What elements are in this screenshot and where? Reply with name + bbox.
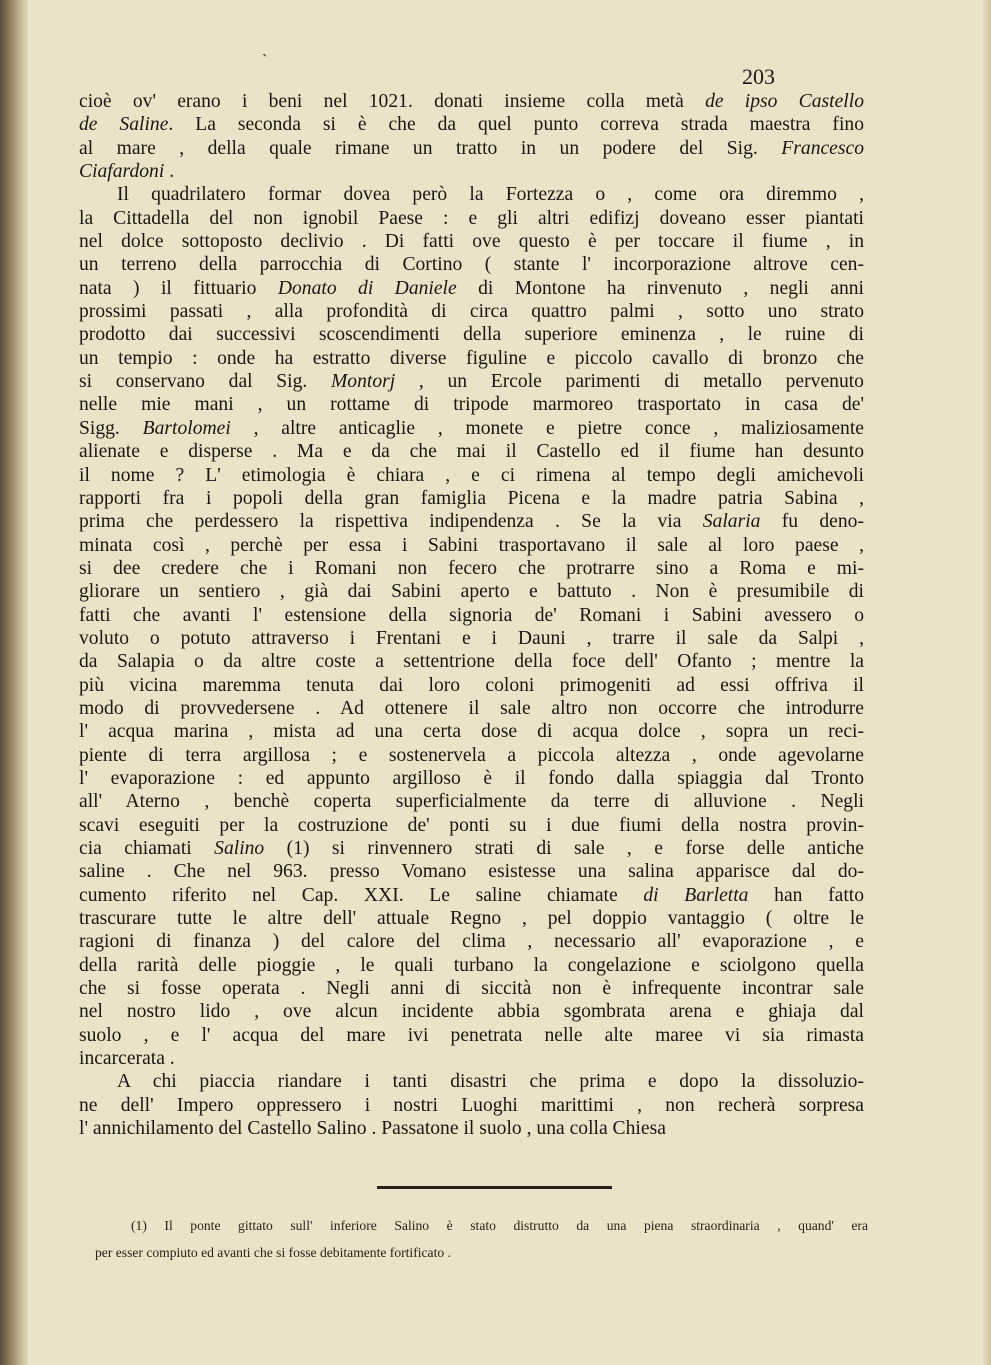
text-line [79,183,864,206]
text-run: fatti che avanti l' estensione della signoria de' Romani i Sabini avessero o [79,604,864,626]
text-run: rapporti fra i popoli della gran famiglia Picena e la madre patria Sabina , [79,487,864,509]
text-run: ragioni di finanza ) del calore del clima , necessario all' evaporazione , e [79,931,864,953]
text-run: al mare , della quale rimane un tratto in un podere del Sig. [79,137,782,159]
text-run: nel dolce sottoposto declivio . Di fatti ove questo è per toccare il fiume , in [79,231,864,253]
text-run: il nome ? L' etimologia è chiara , e ci rimena al tempo degli amichevoli [79,464,864,486]
text-run: . [164,161,175,183]
text-line [79,113,864,136]
text-line [79,604,864,627]
text-run: A chi piaccia riandare i tanti disastri che prima e dopo la dissoluzio- [117,1071,864,1093]
text-run: da Salapia o da altre coste a settentrione della foce dell' Ofanto ; mentre la [79,651,864,673]
footnote-line: per esser compiuto ed avanti che si fosse debitamente fortificato . [95,1245,451,1260]
text-run: più vicina maremma tenuta dai loro coloni primogeniti ad essi offriva il [79,674,864,696]
body-text [79,90,864,1140]
text-run: nel nostro lido , ove alcun incidente abbia sgombrata arena e ghiaja dal [79,1001,864,1023]
text-line [79,160,864,183]
text-run: l' evaporazione : ed appunto argilloso è il fondo dalla spiaggia dal Tronto [79,767,864,789]
text-run: di Montone ha rinvenuto , negli anni [456,277,864,299]
text-line [79,253,864,276]
footnote-line: (1) Il ponte gittato sull' inferiore Salino è stato distrutto da una piena straordinaria , quand' era [131,1218,868,1233]
text-line [79,1000,864,1023]
text-run: , altre anticaglie , monete e pietre conce , maliziosamente [230,417,864,439]
italic-text: de ipso Castello [705,91,864,112]
text-run: gliorare un sentiero , già dai Sabini aperto e battuto . Non è presumibile di [79,581,864,603]
text-line [79,580,864,603]
text-run: voluto o potuto attraverso i Frentani e i Dauni , trarre il sale da Salpi , [79,627,864,649]
text-run: si dee credere che i Romani non fecero che protrarre sino a Roma e mi- [79,557,864,579]
text-run: piente di terra argillosa ; e sostenervela a piccola altezza , onde agevolarne [79,744,864,766]
text-run: incarcerata . [79,1048,175,1070]
text-line [79,464,864,487]
book-binding-shadow [0,0,28,1365]
italic-text: Salaria [702,511,761,533]
text-line [79,534,864,557]
text-run: alienate e disperse . Ma e da che mai il Castello ed il fiume han desunto [79,441,864,463]
text-line [79,207,864,230]
stray-mark: ` [262,52,268,69]
text-line [79,230,864,253]
text-run: modo di provvedersene . Ad ottenere il sale altro non occorre che introdurre [79,697,864,719]
text-run: , un Ercole parimenti di metallo pervenuto [395,371,864,393]
text-line [79,977,864,1000]
italic-text: de Saline [79,114,169,136]
text-line [79,323,864,346]
text-line [79,370,864,393]
italic-text: Montorj [330,371,396,393]
text-run: han fatto [748,884,865,906]
text-run: la Cittadella del non ignobil Paese : e gli altri edifizj doveano esser piantati [79,207,864,229]
text-line [79,697,864,720]
italic-text: Salino [214,838,265,859]
footnote-divider [377,1186,612,1189]
text-run: prodotto dai successivi scoscendimenti della superiore eminenza , le ruine di [79,324,864,346]
text-run: prossimi passati , alla profondità di circa quattro palmi , sotto uno strato [79,301,864,323]
text-run: della rarità delle pioggie , le quali turbano la congelazione e sciolgono quella [79,954,864,976]
text-run: l' annichilamento del Castello Salino . Passatone il suolo , una colla Chiesa [79,1118,666,1140]
text-run: cioè ov' erano i beni nel 1021. donati insieme colla metà [79,91,706,112]
text-run: Sigg. [79,417,143,439]
text-run: un tempio : onde ha estratto diverse figuline e piccolo cavallo di bronzo che [79,347,864,369]
text-line [79,930,864,953]
text-line [79,1117,864,1140]
footnote [95,1212,868,1266]
text-line [79,90,864,113]
text-run: l' acqua marina , mista ad una certa dose di acqua dolce , sopra un reci- [79,721,864,743]
text-run: prima che perdessero la rispettiva indipendenza . Se la via [79,511,703,533]
text-line [79,767,864,790]
text-line [79,954,864,977]
italic-text: Ciafardoni [79,161,165,183]
text-line [79,557,864,580]
page-edge [983,0,991,1365]
text-run: minata così , perchè per essa i Sabini trasportavano il sale al loro paese , [79,534,864,556]
italic-text: Francesco [781,137,864,159]
text-run: Il quadrilatero formar dovea però la Fortezza o , come ora diremmo , [117,184,864,206]
text-line [79,860,864,883]
text-run: scavi eseguiti per la costruzione de' ponti su i due fiumi della nostra provin- [79,814,864,836]
text-line [79,393,864,416]
text-line [79,627,864,650]
text-run: suolo , e l' acqua del mare ivi penetrata nelle alte maree vi sia rimasta [79,1024,864,1046]
text-line [79,487,864,510]
text-run: che si fosse operata . Negli anni di siccità non è infrequente incontrar sale [79,978,864,1000]
page-number: 203 [742,64,775,89]
text-line [79,277,864,300]
text-line [79,744,864,767]
text-line [79,884,864,907]
text-line [79,1094,864,1117]
italic-text: di Barletta [643,884,749,906]
text-run: nelle mie mani , un rottame di tripode marmoreo trasportato in casa de' [79,394,864,416]
text-run: nata ) il fittuario [79,277,278,299]
text-run: si conservano dal Sig. [79,371,331,393]
text-line [79,1070,864,1093]
text-run: trascurare tutte le altre dell' attuale Regno , pel doppio vantaggio ( oltre le [79,908,864,930]
italic-text: Donato di Daniele [277,277,457,299]
italic-text: Bartolomei [142,417,231,439]
text-run: cia chiamati [79,838,215,859]
text-line [79,1024,864,1047]
text-line [79,837,864,860]
text-line [79,720,864,743]
text-line [79,440,864,463]
text-line [79,790,864,813]
text-line [79,814,864,837]
text-line [79,510,864,533]
text-run: ne dell' Impero oppressero i nostri Luoghi marittimi , non recherà sorpresa [79,1094,864,1116]
text-line [79,1047,864,1070]
text-run: . La seconda si è che da quel punto correva strada maestra fino [168,114,864,136]
text-run: all' Aterno , benchè coperta superficialmente da terre di alluvione . Negli [79,791,864,813]
text-line [79,137,864,160]
text-line [79,907,864,930]
text-run: fu deno- [760,511,864,533]
text-run: (1) si rinvennero strati di sale , e forse delle antiche [264,838,865,859]
text-line [79,300,864,323]
text-line [79,347,864,370]
text-run: un terreno della parrocchia di Cortino ( stante l' incorporazione altrove cen- [79,254,864,276]
text-line [79,674,864,697]
text-line [79,650,864,673]
text-run: cumento riferito nel Cap. XXI. Le saline chiamate [79,884,644,906]
text-run: saline . Che nel 963. presso Vomano esistesse una salina apparisce dal do- [79,861,864,883]
text-line [79,417,864,440]
